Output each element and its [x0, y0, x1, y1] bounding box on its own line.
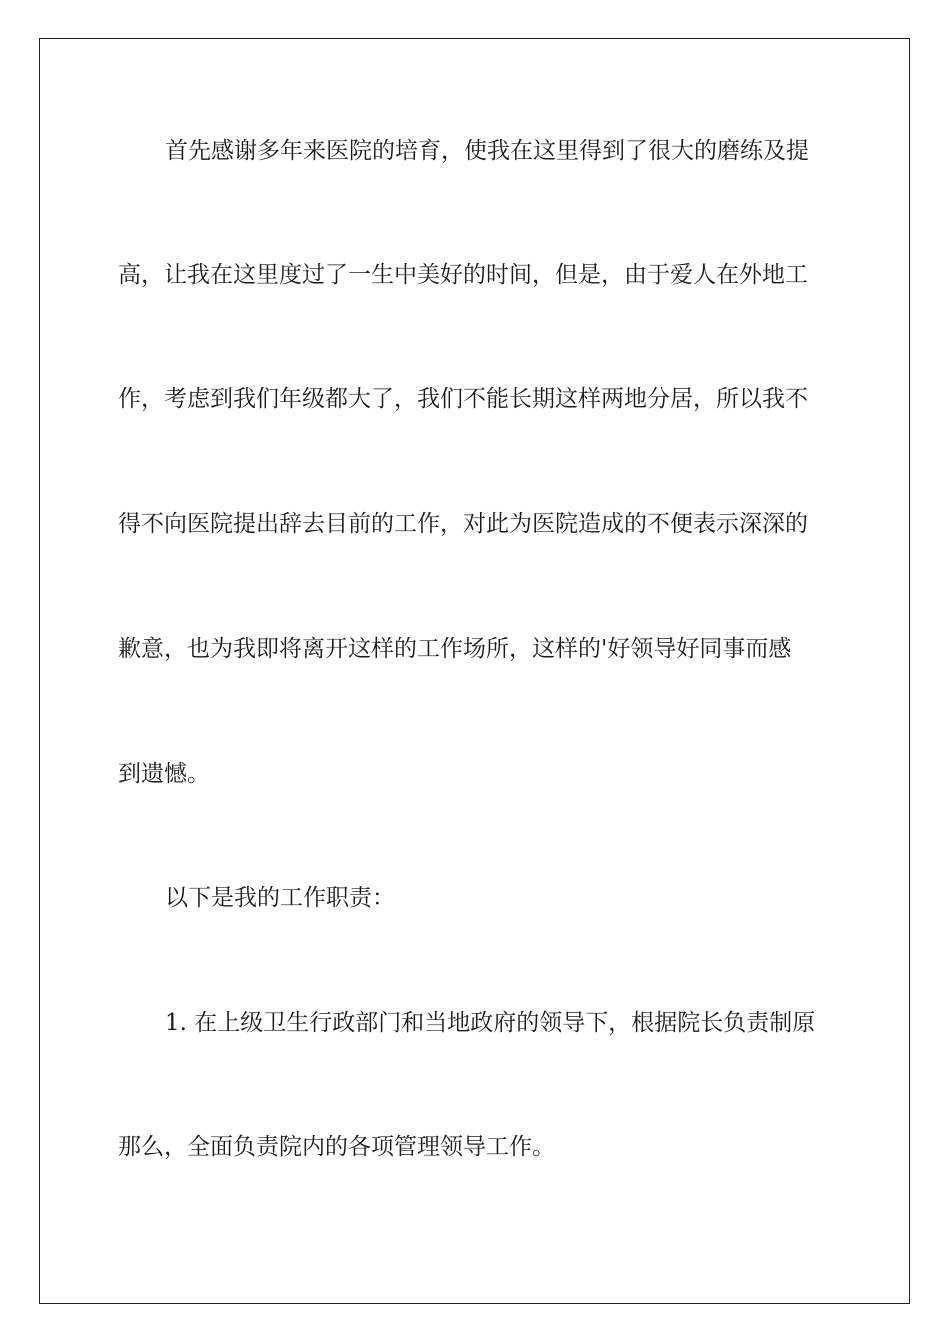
- paragraph-1-line-3: 作，考虑到我们年级都大了，我们不能长期这样两地分居，所以我不: [118, 386, 808, 412]
- document-page: [39, 38, 910, 1304]
- paragraph-1-line-4: 得不向医院提出辞去目前的工作，对此为医院造成的不便表示深深的: [118, 511, 808, 537]
- paragraph-1-line-1: 首先感谢多年来医院的培育，使我在这里得到了很大的磨练及提: [165, 138, 809, 164]
- paragraph-3-line-1: 1. 在上级卫生行政部门和当地政府的领导下，根据院长负责制原: [165, 1010, 816, 1036]
- paragraph-1-line-2: 高，让我在这里度过了一生中美好的时间，但是，由于爱人在外地工: [118, 262, 808, 288]
- paragraph-3-line-2: 那么，全面负责院内的各项管理领导工作。: [118, 1134, 555, 1160]
- paragraph-1-line-5: 歉意，也为我即将离开这样的工作场所，这样的'好领导好同事而感: [118, 636, 792, 662]
- paragraph-1-line-6: 到遗憾。: [118, 761, 210, 787]
- paragraph-2-line-1: 以下是我的工作职责：: [165, 885, 395, 911]
